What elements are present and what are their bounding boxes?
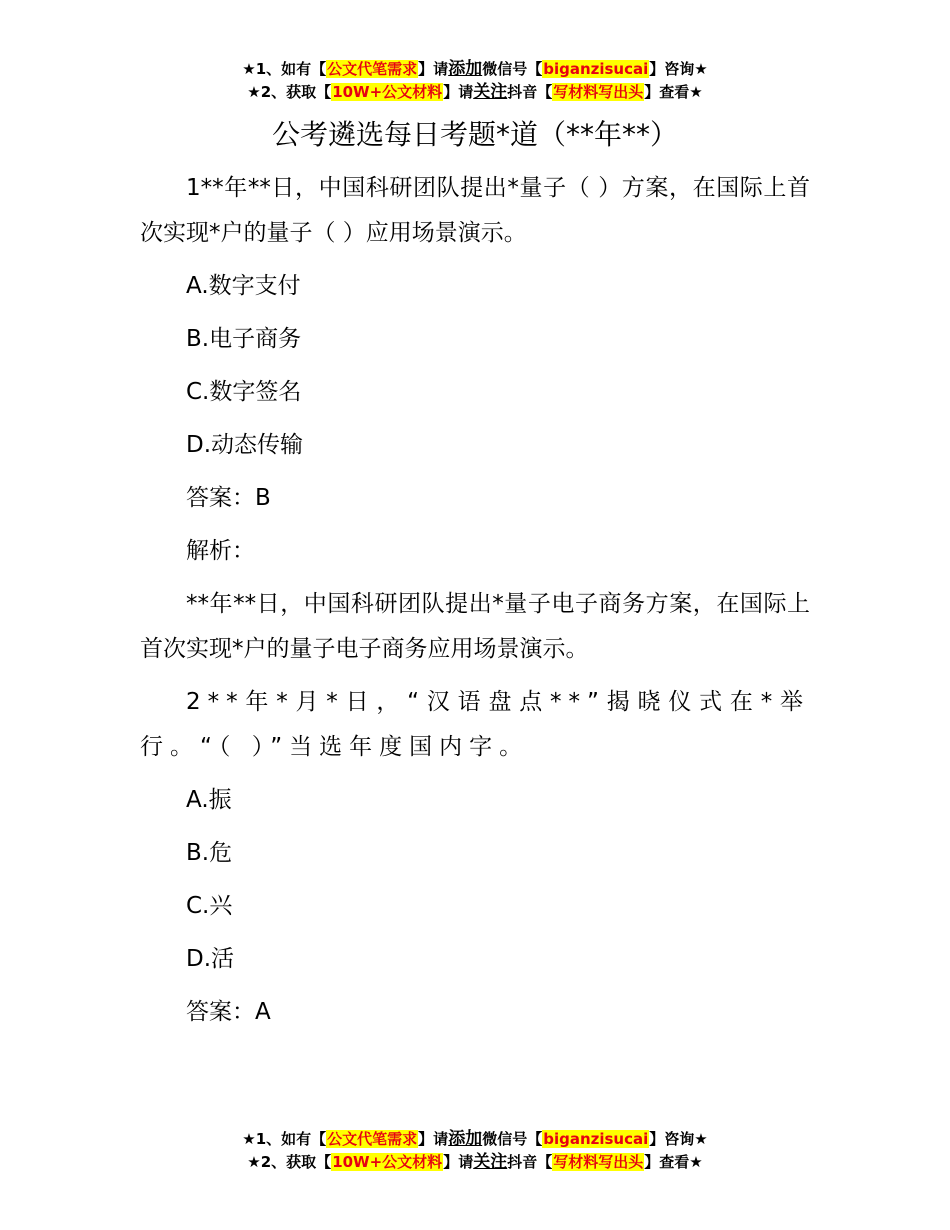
banner-line-2: ★2、获取【10W+公文材料】请关注抖音【写材料写出头】查看★ <box>247 1152 703 1172</box>
question-2-stem: 2**年*月*日，“汉语盘点**”揭晓仪式在*举行。“（ ）”当选年度国内字。 <box>140 689 810 760</box>
star-icon: ★ <box>242 1130 256 1148</box>
question-1-stem: 1**年**日，中国科研团队提出*量子（ ）方案，在国际上首次实现*户的量子（ ）应用场景演示。 <box>140 175 810 246</box>
question-1-analysis: **年**日，中国科研团队提出*量子电子商务方案，在国际上首次实现*户的量子电子商务应用场景演示。 <box>140 591 810 662</box>
question-2-answer: 答案：A <box>186 999 271 1025</box>
question-1-option-c: C.数字签名 <box>186 379 302 405</box>
question-1-analysis-label: 解析： <box>186 538 255 564</box>
footer-banner <box>0 1128 950 1174</box>
underlined-add: 添加 <box>448 1129 483 1149</box>
underlined-follow: 关注 <box>473 1152 508 1172</box>
underlined-add: 添加 <box>448 59 483 79</box>
question-1-answer: 答案：B <box>186 485 271 511</box>
star-icon: ★ <box>242 60 256 78</box>
star-icon: ★ <box>247 83 261 101</box>
question-2-option-a: A.振 <box>186 787 232 813</box>
document-title: 公考遴选每日考题*道（**年**） <box>271 118 678 151</box>
question-1-option-a: A.数字支付 <box>186 273 301 299</box>
underlined-follow: 关注 <box>473 82 508 102</box>
banner-line-2: ★2、获取【10W+公文材料】请关注抖音【写材料写出头】查看★ <box>247 82 703 102</box>
highlight-wechat-id: biganzisucai <box>543 1130 649 1148</box>
question-2-option-b: B.危 <box>186 840 233 866</box>
highlight-ghostwriting: 公文代笔需求 <box>327 1130 418 1148</box>
banner-line-1: ★1、如有【公文代笔需求】请添加微信号【biganzisucai】咨询★ <box>242 59 708 79</box>
star-icon: ★ <box>694 60 708 78</box>
document-body <box>140 166 810 1043</box>
question-1-option-d: D.动态传输 <box>186 432 304 458</box>
highlight-douyin: 写材料写出头 <box>553 83 644 101</box>
header-banner <box>0 58 950 104</box>
highlight-materials: 10W+公文材料 <box>332 83 443 101</box>
highlight-douyin: 写材料写出头 <box>553 1153 644 1171</box>
star-icon: ★ <box>247 1153 261 1171</box>
question-2-option-c: C.兴 <box>186 893 233 919</box>
highlight-wechat-id: biganzisucai <box>543 60 649 78</box>
banner-line-1: ★1、如有【公文代笔需求】请添加微信号【biganzisucai】咨询★ <box>242 1129 708 1149</box>
question-2-option-d: D.活 <box>186 946 235 972</box>
highlight-ghostwriting: 公文代笔需求 <box>327 60 418 78</box>
star-icon: ★ <box>689 1153 703 1171</box>
highlight-materials: 10W+公文材料 <box>332 1153 443 1171</box>
star-icon: ★ <box>694 1130 708 1148</box>
question-1-option-b: B.电子商务 <box>186 326 302 352</box>
star-icon: ★ <box>689 83 703 101</box>
